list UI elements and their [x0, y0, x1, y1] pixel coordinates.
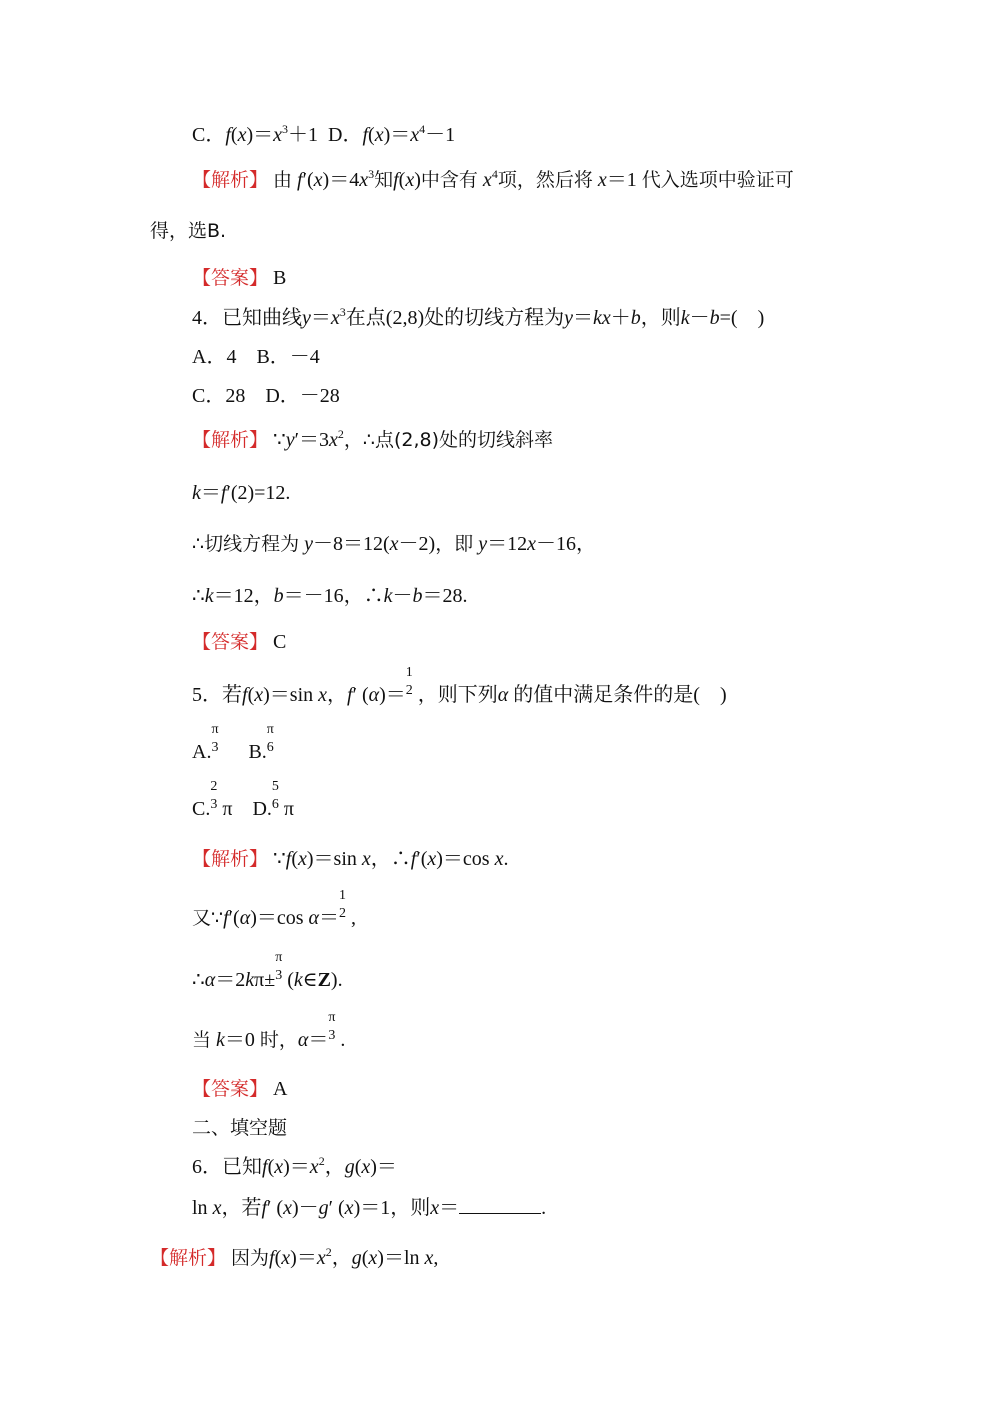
option-b-label: B. [248, 741, 267, 763]
fraction: π 6 [266, 722, 274, 755]
option-d-label: D. [252, 798, 272, 820]
q4-stem: 4．已知曲线$y=x^3$在点(2,8)处的切线方程为y＝kx＋b，则k－b=( ) [192, 305, 765, 329]
analysis-text: ，∴点(2,8)处的切线斜率 [343, 429, 554, 451]
fraction: 2 3 [210, 779, 218, 812]
analysis-text: 当 [192, 1029, 212, 1051]
question-text: =( ) [719, 307, 765, 329]
q4-options-ab: A．4 B．－4 [192, 346, 320, 368]
question-text: 已知曲线 [222, 307, 302, 329]
q3-analysis: 【解析】 由 $f'(x)=4x^3$知f(x)中含有 $x^4$项，然后将 x＝1 代入选项中验证可 [192, 167, 794, 191]
answer-value: C [273, 631, 287, 653]
option-a-label: A. [192, 741, 212, 763]
analysis-text: 项，然后将 [497, 169, 593, 191]
analysis-text: ∴ [192, 969, 205, 991]
question-text: 的值中满足条件的是( ) [513, 684, 727, 706]
q6-stem-cont: ln x，若f′ (x)－g′ (x)＝1，则x＝ . [192, 1193, 546, 1222]
q4-options-cd: C．28 D．－28 [192, 385, 340, 407]
q5-options-ab [192, 722, 279, 766]
fraction: π 3 [275, 950, 283, 983]
analysis-tag: 【解析】 [150, 1247, 227, 1269]
fraction: 1 2 [405, 665, 413, 698]
question-text: ，则 [640, 307, 681, 329]
analysis-text: 因为 [231, 1247, 270, 1269]
q5-cos-alpha: 又∵f′(α)＝cos α＝ 1 2 , [192, 904, 356, 932]
question-text: 在点(2,8)处的切线方程为 [345, 307, 565, 329]
analysis-text: 由 [273, 169, 293, 191]
analysis-text: 知 [374, 169, 394, 191]
analysis-tag: 【解析】 [192, 429, 269, 451]
answer-tag: 【答案】 [192, 1078, 269, 1100]
q4-result: ∴k＝12，b＝－16，∴k－b＝28. [192, 585, 468, 607]
analysis-text: 又∵ [192, 907, 224, 929]
question-text: ，则 [390, 1197, 431, 1219]
option-c-label: C． [192, 124, 226, 146]
analysis-text: ∴切线方程为 [192, 533, 300, 555]
analysis-text: 代入选项中验证可 [641, 169, 794, 191]
analysis-text: =12. [254, 482, 291, 504]
answer-blank[interactable] [459, 1193, 541, 1214]
q4-analysis: 【解析】 $\because y'=3x^2$，∴点(2,8)处的切线斜率 [192, 427, 554, 451]
q4-slope: k＝f′(2)=12. [192, 482, 291, 504]
question-text: 若 [222, 684, 242, 706]
answer-tag: 【答案】 [192, 267, 269, 289]
q6-stem: 6．已知$f(x)=x^2$，g(x)＝ [192, 1154, 397, 1178]
analysis-text: ∵ [273, 848, 286, 870]
q6-analysis: 【解析】 因为$f(x)=x^2$，g(x)＝ln x, [150, 1245, 439, 1269]
fraction: 5 6 [271, 779, 279, 812]
question-text: 已知 [222, 1156, 262, 1178]
analysis-text: 中含有 [420, 169, 478, 191]
analysis-text: ， [253, 585, 274, 607]
q5-options-cd: C. 2 3 π D. 5 6 π [192, 795, 294, 823]
fraction: π 3 [211, 722, 219, 755]
q5-alpha-k0: 当 k＝0 时，α＝ π 3 . [192, 1026, 345, 1054]
fraction: 1 2 [339, 888, 347, 921]
q3-answer [192, 264, 286, 292]
question-number: 5． [192, 684, 222, 706]
q4-tangent-eq: ∴切线方程为 y－8＝12(x－2)，即 y＝12x－16， [192, 533, 597, 555]
answer-tag: 【答案】 [192, 631, 269, 653]
question-number: 6． [192, 1156, 222, 1178]
option-d-label: D． [328, 124, 363, 146]
q5-alpha-general: ∴α＝2kπ± π 3 (k∈Z). [192, 966, 343, 994]
q5-analysis: 【解析】 ∵f(x)＝sin x，∴f′(x)＝cos x. [192, 848, 509, 870]
analysis-text: ∴ [192, 585, 205, 607]
analysis-text: ∵ [273, 429, 286, 451]
answer-value: A [273, 1078, 288, 1100]
question-text: ，则下列 [417, 684, 498, 706]
q3-options-cd: C．$f(x)=x^3+1$ D．$f(x)=x^4-1$ [192, 122, 456, 146]
analysis-text: 时， [259, 1029, 298, 1051]
fraction: π 3 [328, 1010, 336, 1043]
q4-answer [192, 628, 286, 656]
q3-analysis-cont: 得，选B. [150, 220, 227, 242]
q5-answer [192, 1075, 287, 1103]
question-number: 4． [192, 307, 222, 329]
analysis-tag: 【解析】 [192, 848, 269, 870]
answer-value: B [273, 267, 287, 289]
analysis-tag: 【解析】 [192, 169, 269, 191]
analysis-text: ，即 [435, 533, 474, 555]
question-text: ，若 [221, 1197, 262, 1219]
analysis-text: ，∴ [370, 848, 411, 870]
option-c-label: C. [192, 798, 211, 820]
q5-stem: 5．若f(x)＝sin x，f′ (α)＝ 1 2 ，则下列α 的值中满足条件的是( ) [192, 681, 727, 709]
section-heading: 二、填空题 [192, 1117, 288, 1139]
